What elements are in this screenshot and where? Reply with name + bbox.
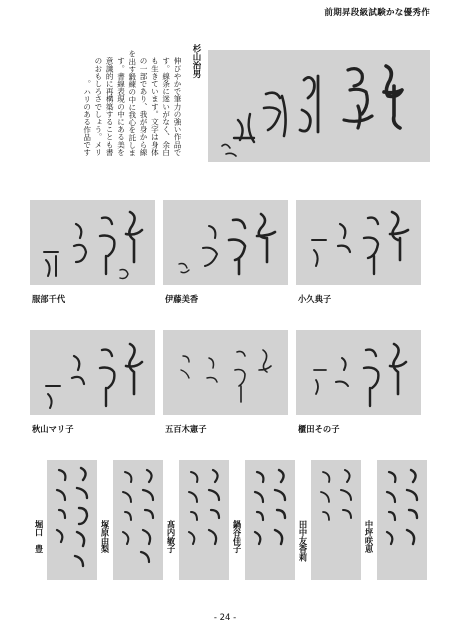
featured-comment-line: のおもしろさでしょう。メリ [93,57,103,156]
featured-comment-line: 意識的に再構築することも書 [105,57,115,156]
work-image-row1-3 [296,200,421,285]
work-image-row3-2 [113,460,163,580]
work-image-row3-4 [245,460,295,580]
work-author-row1-2: 伊藤美香 [165,294,199,304]
featured-comment [58,44,183,156]
work-author-row3-4: 鍋谷佳子 [232,520,242,554]
work-image-row3-6 [377,460,427,580]
work-author-row3-1: 堀口 豊 [34,520,44,554]
work-author-row2-1: 秋山マリ子 [32,424,74,434]
work-image-row1-2 [163,200,288,285]
work-image-row2-1 [30,330,155,415]
work-image-row3-3 [179,460,229,580]
page-header-title: 前期昇段級試験かな優秀作 [324,8,430,18]
work-author-row3-6: 中坪咲恵 [364,520,374,554]
featured-calligraphy-image [208,50,430,162]
work-image-row3-1 [47,460,97,580]
work-author-row3-3: 髙内敏子 [166,520,176,554]
work-author-row2-2: 五百木憲子 [165,424,207,434]
featured-comment-line: の一部であり、我が身から線 [139,57,149,156]
page-number: - 24 - [213,613,237,623]
featured-comment-line: も生きています。文字は身体 [150,57,160,156]
featured-comment-line: 伸びやかで筆力の強い作品で [173,57,182,156]
work-author-row2-3: 櫃田その子 [298,424,340,434]
featured-comment-line: す。線条に迷いがなく、余白 [161,57,171,156]
featured-comment-line: ハリのある作品です。 [82,79,92,156]
work-author-row3-2: 塚原由梨 [100,520,110,554]
work-image-row2-3 [296,330,421,415]
featured-comment-line: す。書線表現の中にある美を [116,57,126,156]
work-image-row3-5 [311,460,361,580]
work-image-row1-1 [30,200,155,285]
featured-comment-line: を出す鍛練の中に我心を託しま [127,49,137,156]
featured-author-name: 杉山治男 [191,44,201,78]
work-author-row1-1: 服部千代 [32,294,66,304]
work-author-row3-5: 田中友香莉 [298,520,308,562]
work-author-row1-3: 小久典子 [298,294,332,304]
work-image-row2-2 [163,330,288,415]
